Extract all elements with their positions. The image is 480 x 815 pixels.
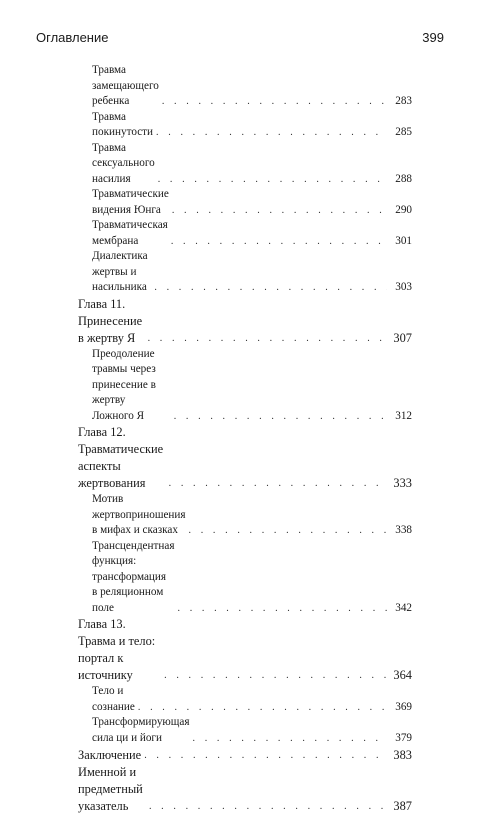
toc-entry-page: 283 xyxy=(395,95,412,107)
running-header xyxy=(36,30,444,50)
toc-entry-page: 290 xyxy=(395,203,412,216)
toc-entry-title: Диалектика жертвы и насильника xyxy=(92,249,154,296)
dot-leader xyxy=(148,330,387,347)
toc-entry-title-line1: Трансцендентная функция: трансформация xyxy=(92,539,175,583)
toc-entry-title-line2: в реляционном поле xyxy=(92,586,164,614)
toc-entry-page: 333 xyxy=(393,476,412,490)
toc-entry-title: Травма сексуального насилия xyxy=(92,141,158,188)
toc-chapter-title: Глава 11. Принесение в жертву Я xyxy=(78,296,148,347)
toc-entry-title: Травматические видения Юнга xyxy=(92,187,172,218)
toc-entry-page: 379 xyxy=(395,731,412,744)
dot-leader xyxy=(158,172,387,188)
toc-chapter-title: Глава 13. Травма и тело: портал к источнику xyxy=(78,616,164,684)
toc-entry xyxy=(78,249,412,296)
toc-entry-page: 303 xyxy=(395,281,412,293)
dot-leader xyxy=(138,700,387,716)
toc-entry xyxy=(78,218,412,249)
dot-leader xyxy=(154,280,387,296)
toc-entry xyxy=(78,63,412,110)
toc-entry-title-line2: Ложного Я xyxy=(92,409,145,422)
toc-entry-title: Тело и сознание xyxy=(92,684,138,715)
toc-chapter-entry xyxy=(78,616,412,684)
toc-chapter-entry xyxy=(78,296,412,347)
dot-leader xyxy=(174,409,387,425)
toc-entry-title: Мотив жертвоприношения в мифах и сказках xyxy=(92,492,189,539)
toc-entry-title xyxy=(92,347,174,425)
toc-chapter-entry xyxy=(78,746,412,764)
toc-entry-title xyxy=(92,539,178,617)
toc-chapter-title: Глава 12. Травматические аспекты жертвования xyxy=(78,424,169,492)
toc-entry xyxy=(78,715,412,746)
dot-leader xyxy=(193,731,387,747)
toc-entry-page: 383 xyxy=(393,748,412,763)
toc-entry-page: 338 xyxy=(395,524,412,536)
toc-entry xyxy=(78,110,412,141)
toc-entry-title: Травма замещающего ребенка xyxy=(92,63,162,110)
toc-entry-page: 285 xyxy=(395,126,412,138)
toc-chapter-entry xyxy=(78,424,412,492)
dot-leader xyxy=(156,125,387,141)
toc-entry-page: 369 xyxy=(395,700,412,713)
dot-leader xyxy=(164,667,387,684)
toc-entry-page: 387 xyxy=(393,799,412,814)
toc-chapter-entry xyxy=(78,764,412,815)
toc-entry-page: 364 xyxy=(393,668,412,682)
dot-leader xyxy=(162,94,387,110)
toc-entry-page: 312 xyxy=(395,409,412,422)
toc-entry xyxy=(78,141,412,188)
page-number: 399 xyxy=(422,30,444,45)
dot-leader xyxy=(189,523,387,539)
toc-entry-page: 307 xyxy=(393,330,412,345)
dot-leader xyxy=(149,798,387,815)
toc-entry xyxy=(78,347,412,425)
table-of-contents xyxy=(78,63,412,815)
toc-entry xyxy=(78,684,412,715)
dot-leader xyxy=(171,234,387,250)
toc-entry-title: Трансформирующая сила ци и йоги xyxy=(92,715,193,746)
toc-entry-title: Травматическая мембрана xyxy=(92,218,171,249)
toc-entry xyxy=(78,539,412,617)
dot-leader xyxy=(172,203,387,219)
toc-entry-title: Травма покинутости xyxy=(92,110,156,141)
toc-entry-page: 342 xyxy=(395,601,412,614)
toc-entry-title-line1: Преодоление травмы через принесение в жертву xyxy=(92,347,156,406)
dot-leader xyxy=(178,601,388,617)
toc-entry-page: 301 xyxy=(395,234,412,247)
section-title: Оглавление xyxy=(36,30,109,45)
toc-entry xyxy=(78,187,412,218)
toc-entry xyxy=(78,492,412,539)
toc-chapter-title: Именной и предметный указатель xyxy=(78,764,149,815)
toc-entry-page: 288 xyxy=(395,172,412,185)
dot-leader xyxy=(144,747,387,764)
dot-leader xyxy=(169,475,387,492)
toc-chapter-title: Заключение xyxy=(78,747,144,764)
